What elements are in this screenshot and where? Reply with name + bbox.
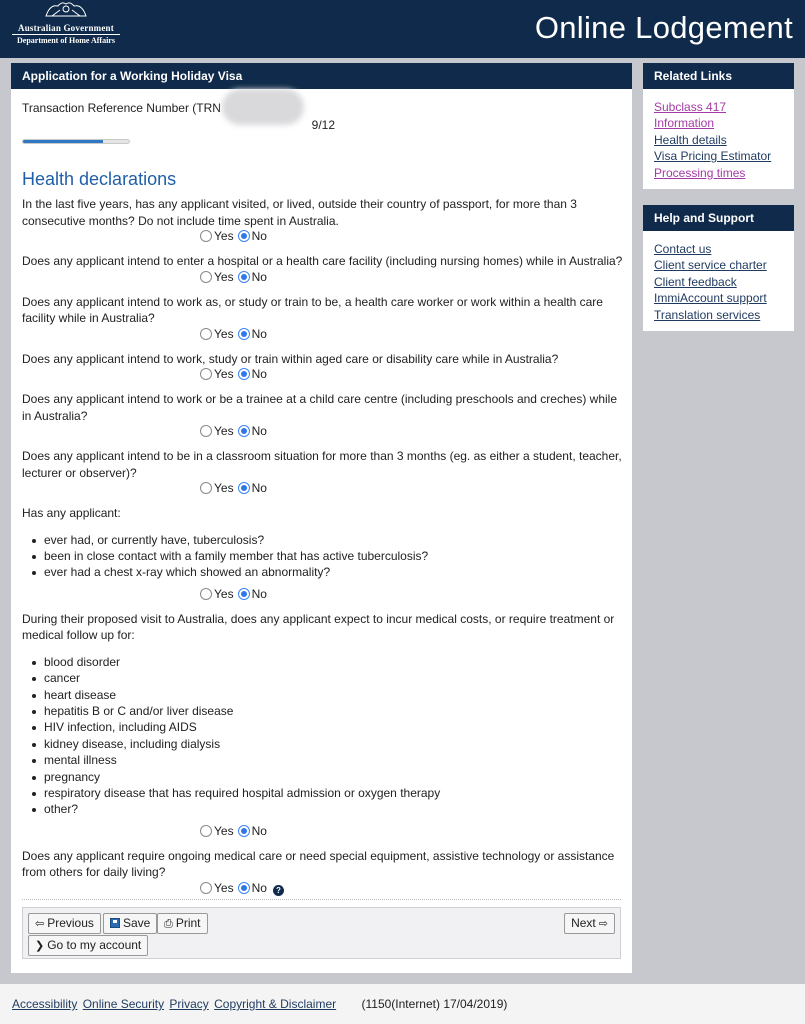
radio-yes[interactable] — [200, 882, 212, 894]
radio-yes[interactable] — [200, 425, 212, 437]
floppy-disk-icon — [110, 918, 120, 928]
question-block — [22, 294, 623, 345]
radio-no[interactable] — [238, 482, 250, 494]
radio-no-label: No — [251, 367, 267, 381]
answer-options — [22, 229, 623, 247]
question-text: Does any applicant intend to enter a hospital or a health care facility (including nursing homes) while in Australia? — [22, 254, 623, 268]
radio-no[interactable] — [238, 271, 250, 283]
radio-yes-label: Yes — [214, 367, 234, 381]
sidebar-link-client-service-charter[interactable]: Client service charter — [654, 258, 767, 273]
progress-count: 9/12 — [311, 118, 335, 132]
government-logo — [10, 0, 122, 52]
chevron-right-icon: ❯ — [35, 940, 45, 952]
trn-row — [22, 101, 621, 117]
radio-yes-label: Yes — [214, 326, 234, 341]
question-text: Has any applicant: — [22, 506, 121, 520]
radio-no[interactable] — [238, 588, 250, 600]
related-links-title: Related Links — [643, 63, 794, 89]
question-text: Does any applicant intend to work or be a trainee at a child care centre (including preschools and creches) while in Australia? — [22, 392, 617, 423]
radio-yes-label: Yes — [214, 229, 234, 243]
radio-yes[interactable] — [200, 328, 212, 340]
question-block — [22, 848, 623, 899]
answer-options — [22, 327, 623, 345]
radio-no-label: No — [251, 269, 267, 284]
related-links-box — [643, 63, 794, 189]
list-item: ever had a chest x-ray which showed an abnormality? — [32, 564, 623, 580]
progress-bar — [22, 139, 130, 144]
question-text: Does any applicant intend to work as, or study or train to be, a health care worker or work within a health care facility while in Australia? — [22, 294, 603, 325]
help-support-box — [643, 205, 794, 331]
radio-yes-label: Yes — [214, 481, 234, 495]
footer-link-online-security[interactable]: Online Security — [82, 997, 165, 1011]
footer — [0, 984, 805, 1024]
go-to-account-button[interactable] — [28, 935, 148, 956]
radio-yes[interactable] — [200, 230, 212, 242]
radio-yes-label: Yes — [214, 586, 234, 601]
list-item: cancer — [32, 670, 623, 686]
related-links-list — [643, 89, 794, 189]
bullet-list — [32, 654, 623, 818]
next-label: Next — [571, 916, 596, 930]
account-label: Go to my account — [47, 938, 142, 952]
sidebar-link-contact-us[interactable]: Contact us — [654, 242, 712, 256]
arrow-right-icon: ⇨ — [598, 918, 608, 930]
question-block — [22, 391, 623, 442]
next-button[interactable] — [564, 913, 615, 934]
radio-yes[interactable] — [200, 368, 212, 380]
question-text: Does any applicant intend to be in a classroom situation for more than 3 months (eg. as either a student, teacher, lecturer or observer)? — [22, 449, 622, 480]
radio-no[interactable] — [238, 882, 250, 894]
radio-yes[interactable] — [200, 825, 212, 837]
question-block — [22, 505, 623, 605]
answer-options — [22, 367, 623, 385]
answer-options — [22, 270, 623, 288]
list-item: HIV infection, including AIDS — [32, 719, 623, 735]
radio-no[interactable] — [238, 368, 250, 380]
question-block — [22, 611, 623, 842]
answer-options — [22, 587, 623, 605]
save-button[interactable] — [103, 913, 157, 934]
radio-no-label: No — [251, 326, 267, 341]
bullet-list — [32, 532, 623, 581]
redacted-trn — [222, 89, 304, 125]
radio-yes[interactable] — [200, 271, 212, 283]
site-title: Online Lodgement — [534, 10, 793, 45]
sidebar-link-visa-pricing-estimator[interactable]: Visa Pricing Estimator — [654, 149, 772, 164]
radio-no-label: No — [251, 229, 267, 243]
answer-options — [22, 424, 623, 442]
footer-link-accessibility[interactable]: Accessibility — [12, 997, 78, 1011]
section-title: Health declarations — [22, 169, 177, 189]
coat-of-arms-icon — [36, 0, 96, 18]
question-text: Does any applicant require ongoing medical care or need special equipment, assistive technology or assistance from others for daily living? — [22, 848, 615, 880]
sidebar-link-health-details[interactable]: Health details — [654, 132, 727, 147]
panel-title: Application for a Working Holiday Visa — [11, 63, 632, 89]
radio-yes-label: Yes — [214, 880, 234, 895]
sidebar-link-subclass-417[interactable]: Subclass 417 — [654, 100, 727, 114]
footer-link-privacy[interactable]: Privacy — [169, 997, 209, 1011]
radio-yes-label: Yes — [214, 823, 234, 838]
list-item: heart disease — [32, 687, 623, 703]
printer-icon: ⎙ — [164, 918, 173, 930]
previous-button[interactable] — [28, 913, 101, 934]
answer-options — [22, 881, 623, 899]
radio-yes[interactable] — [200, 588, 212, 600]
radio-no[interactable] — [238, 425, 250, 437]
answer-options — [22, 481, 623, 499]
previous-label: Previous — [47, 916, 94, 930]
question-text: In the last five years, has any applicant visited, or lived, outside their country of passport, for more than 3 consecutive months? Do not include time spent in Australia. — [22, 197, 577, 228]
question-block — [22, 448, 623, 499]
list-item: been in close contact with a family member that has active tuberculosis? — [32, 548, 623, 564]
question-block — [22, 196, 623, 247]
radio-no-label: No — [251, 880, 267, 895]
list-item: mental illness — [32, 752, 623, 768]
progress-fill — [23, 140, 103, 143]
print-label: Print — [175, 916, 201, 930]
list-item: pregnancy — [32, 769, 623, 785]
radio-no-label: No — [251, 586, 267, 601]
question-block — [22, 351, 623, 386]
questions-list — [22, 196, 623, 905]
radio-no-label: No — [251, 823, 267, 838]
footer-links — [12, 997, 507, 1011]
gov-line2: Department of Home Affairs — [17, 36, 115, 45]
radio-yes-label: Yes — [214, 269, 234, 284]
radio-no-label: No — [251, 424, 267, 438]
footer-link-copyright-disclaimer[interactable]: Copyright & Disclaimer — [214, 997, 337, 1011]
list-item: blood disorder — [32, 654, 623, 670]
list-item: hepatitis B or C and/or liver disease — [32, 703, 623, 719]
help-links-list — [643, 231, 794, 331]
arrow-left-icon: ⇦ — [35, 918, 45, 930]
gov-line1: Australian Government — [18, 23, 114, 33]
help-icon[interactable]: ? — [273, 885, 284, 896]
radio-no[interactable] — [238, 230, 250, 242]
list-item: ever had, or currently have, tuberculosis? — [32, 532, 623, 548]
save-label: Save — [123, 916, 151, 930]
radio-no[interactable] — [238, 328, 250, 340]
radio-yes-label: Yes — [214, 424, 234, 438]
sidebar-link-immiaccount-support[interactable]: ImmiAccount support — [654, 291, 767, 306]
answer-options — [22, 824, 623, 842]
list-item: respiratory disease that has required hospital admission or oxygen therapy — [32, 785, 623, 801]
question-text: Does any applicant intend to work, study or train within aged care or disability care while in Australia? — [22, 351, 559, 366]
header — [0, 0, 805, 58]
panel-body — [11, 101, 632, 117]
sidebar-link-information[interactable]: Information — [654, 116, 715, 131]
print-button[interactable] — [157, 913, 208, 934]
list-item: other? — [32, 801, 623, 817]
logo-divider — [12, 34, 120, 35]
radio-yes[interactable] — [200, 482, 212, 494]
sidebar-link-client-feedback[interactable]: Client feedback — [654, 274, 737, 289]
sidebar-link-translation-services[interactable]: Translation services — [654, 307, 761, 322]
list-item: kidney disease, including dialysis — [32, 736, 623, 752]
divider — [22, 899, 621, 900]
footer-meta: (1150(Internet) 17/04/2019) — [361, 997, 508, 1011]
question-block — [22, 253, 623, 288]
trn-label: Transaction Reference Number (TRN — [22, 101, 221, 115]
radio-no[interactable] — [238, 825, 250, 837]
radio-no-label: No — [251, 481, 267, 495]
question-text: During their proposed visit to Australia, does any applicant expect to incur medical costs, or require treatment or medical follow up for: — [22, 611, 615, 643]
application-panel — [11, 63, 632, 973]
help-support-title: Help and Support — [643, 205, 794, 231]
navigation-bar — [22, 907, 621, 959]
sidebar-link-processing-times[interactable]: Processing times — [654, 165, 746, 180]
